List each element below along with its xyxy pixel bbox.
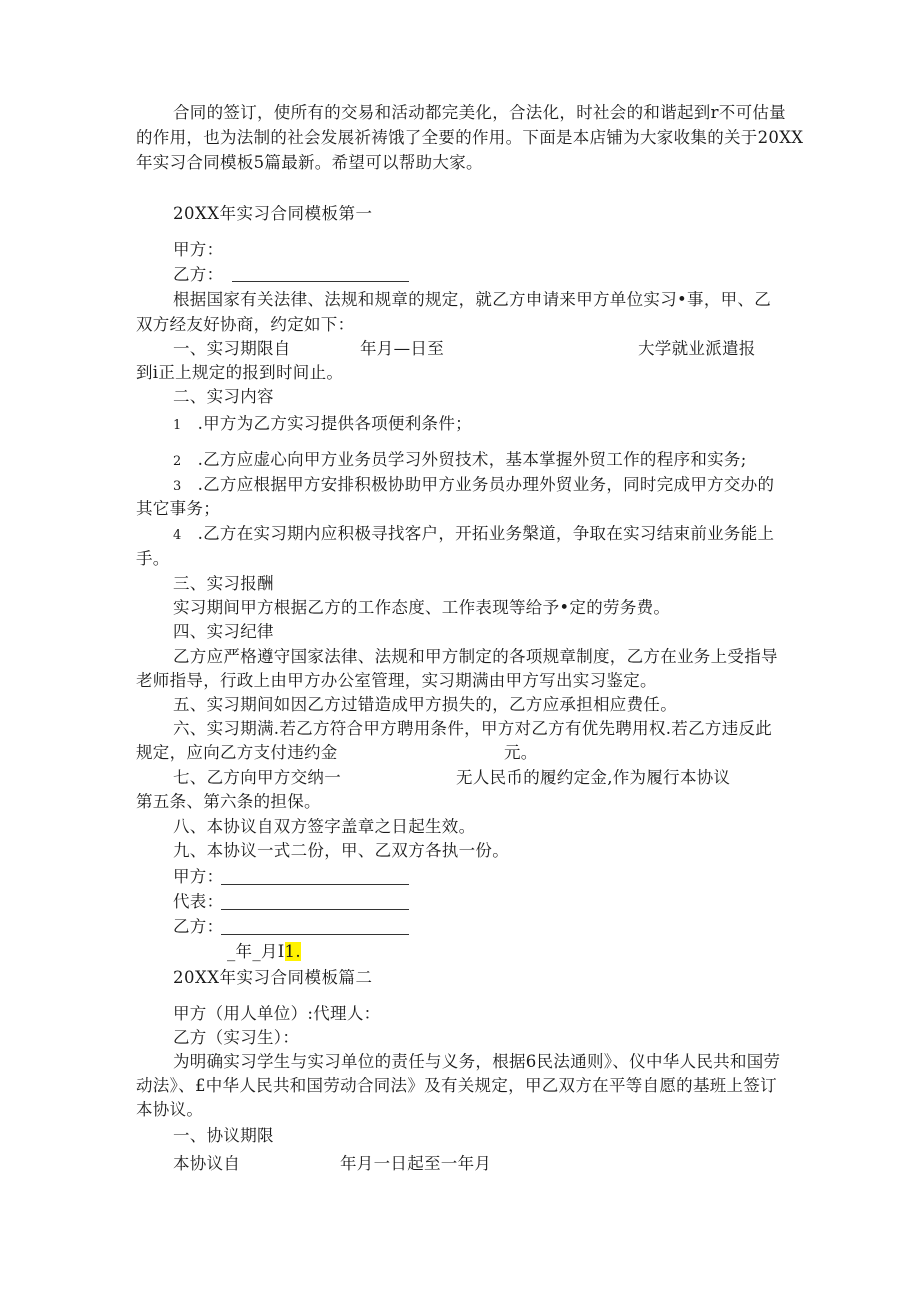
item-1 xyxy=(173,413,472,437)
clause-7-start: 七、乙方向甲方交纳一 xyxy=(173,768,341,787)
item-2-text: .乙方应虚心向甲方业务员学习外贸技术，基本掌握外贸工作的程序和实务; xyxy=(197,450,747,469)
clause-9: 九、本协议一式二份，甲、乙双方各执一份。 xyxy=(173,841,509,860)
signature-representative-line xyxy=(221,909,409,910)
clause-7-end: 无人民币的履约定金,作为履行本协议 xyxy=(456,768,731,787)
signature-party-b-label: 乙方： xyxy=(173,917,224,936)
clause-6-line-2: 规定，应向乙方支付违约金 xyxy=(136,743,338,762)
clause-5: 五、实习期间如因乙方过错造成甲方损失的，乙方应承担相应费任。 xyxy=(173,695,677,714)
clause-7-line-2: 第五条、第六条的担保。 xyxy=(136,792,321,811)
clause-4-line-2: 老师指导，行政上由甲方办公室管理，实习期满由甲方写出实习鉴定。 xyxy=(136,671,657,690)
party-b-label: 乙方： xyxy=(173,265,224,284)
t2-clause-1-heading: 一、协议期限 xyxy=(173,1126,274,1145)
t2-party-b: 乙方（实习生）： xyxy=(173,1028,300,1047)
item-4-line-2: 手。 xyxy=(136,549,170,568)
intro-line-2: 的作用，也为法制的社会发展祈祷饿了全要的作用。下面是本店铺为大家收集的关于20XX xyxy=(136,128,804,147)
item-2 xyxy=(173,449,747,473)
item-2-number: 2 xyxy=(173,454,182,469)
clause-6-line-1: 六、实习期满.若乙方符合甲方聘用条件，甲方对乙方有优先聘用权.若乙方违反此 xyxy=(173,719,773,738)
clause-4-heading: 四、实习纪律 xyxy=(173,622,274,641)
clause-1-end: 大学就业派遣报 xyxy=(638,339,756,358)
signature-date-highlight: 1. xyxy=(284,942,301,961)
clause-1-date: 年月—日至 xyxy=(360,339,444,358)
clause-3-heading: 三、实习报酬 xyxy=(173,574,274,593)
template-1-title: 20XX年实习合同模板第一 xyxy=(173,204,373,223)
t2-preamble-line-1: 为明确实习学生与实习单位的责任与义务，根据6民法通则》、仪中华人民共和国劳 xyxy=(173,1052,781,1071)
intro-line-3: 年实习合同模板5篇最新。希望可以帮助大家。 xyxy=(136,153,483,172)
t2-clause-1-start: 本协议自 xyxy=(173,1154,241,1173)
clause-8: 八、本协议自双方签字盖章之日起生效。 xyxy=(173,817,476,836)
signature-party-b-line xyxy=(221,934,409,935)
item-3-text: .乙方应根据甲方安排积极协助甲方业务员办理外贸业务，同时完成甲方交办的 xyxy=(197,475,775,494)
item-3-line-2: 其它事务； xyxy=(136,499,220,518)
item-1-number: 1 xyxy=(173,418,182,433)
party-b-underline xyxy=(232,281,409,282)
clause-4-line-1: 乙方应严格遵守国家法律、法规和甲方制定的各项规章制度，乙方在业务上受指导 xyxy=(173,647,778,666)
clause-2-heading: 二、实习内容 xyxy=(173,387,274,406)
clause-6-unit: 元。 xyxy=(504,743,538,762)
t2-clause-1-date: 年月一日起至一年月 xyxy=(340,1154,492,1173)
item-4-number: 4 xyxy=(173,528,182,543)
item-4 xyxy=(173,523,774,547)
preamble-line-1: 根据国家有关法律、法规和规章的规定，就乙方申请来甲方单位实习•事，甲、乙 xyxy=(173,290,772,309)
signature-party-a-line xyxy=(221,884,409,885)
clause-1-start: 一、实习期限自 xyxy=(173,339,291,358)
clause-1-line-2: 到i正上规定的报到时间止。 xyxy=(136,363,344,382)
signature-party-a-label: 甲方： xyxy=(173,867,224,886)
clause-3-body: 实习期间甲方根据乙方的工作态度、工作表现等给予•定的劳务费。 xyxy=(173,598,671,617)
t2-preamble-line-3: 本协议。 xyxy=(136,1100,204,1119)
intro-line-1: 合同的签订，使所有的交易和活动都完美化，合法化，时社会的和谐起到r不可估量 xyxy=(173,103,786,122)
item-1-text: .甲方为乙方实习提供各项便利条件； xyxy=(197,414,472,433)
t2-preamble-line-2: 动法》、£中华人民共和国劳动合同法》及有关规定，甲乙双方在平等自愿的基班上签订 xyxy=(136,1076,777,1095)
signature-representative-label: 代表： xyxy=(173,892,224,911)
signature-date xyxy=(227,941,301,963)
item-3 xyxy=(173,474,774,498)
template-2-title: 20XX年实习合同模板篇二 xyxy=(173,968,373,987)
signature-date-text: _年_月I xyxy=(227,942,285,961)
party-a-label: 甲方： xyxy=(173,240,224,259)
item-4-text: .乙方在实习期内应积极寻找客户，开拓业务槃道，争取在实习结束前业务能上 xyxy=(197,524,775,543)
t2-party-a: 甲方（用人单位）:代理人： xyxy=(173,1004,381,1023)
item-3-number: 3 xyxy=(173,479,182,494)
preamble-line-2: 双方经友好协商，约定如下： xyxy=(136,315,355,334)
